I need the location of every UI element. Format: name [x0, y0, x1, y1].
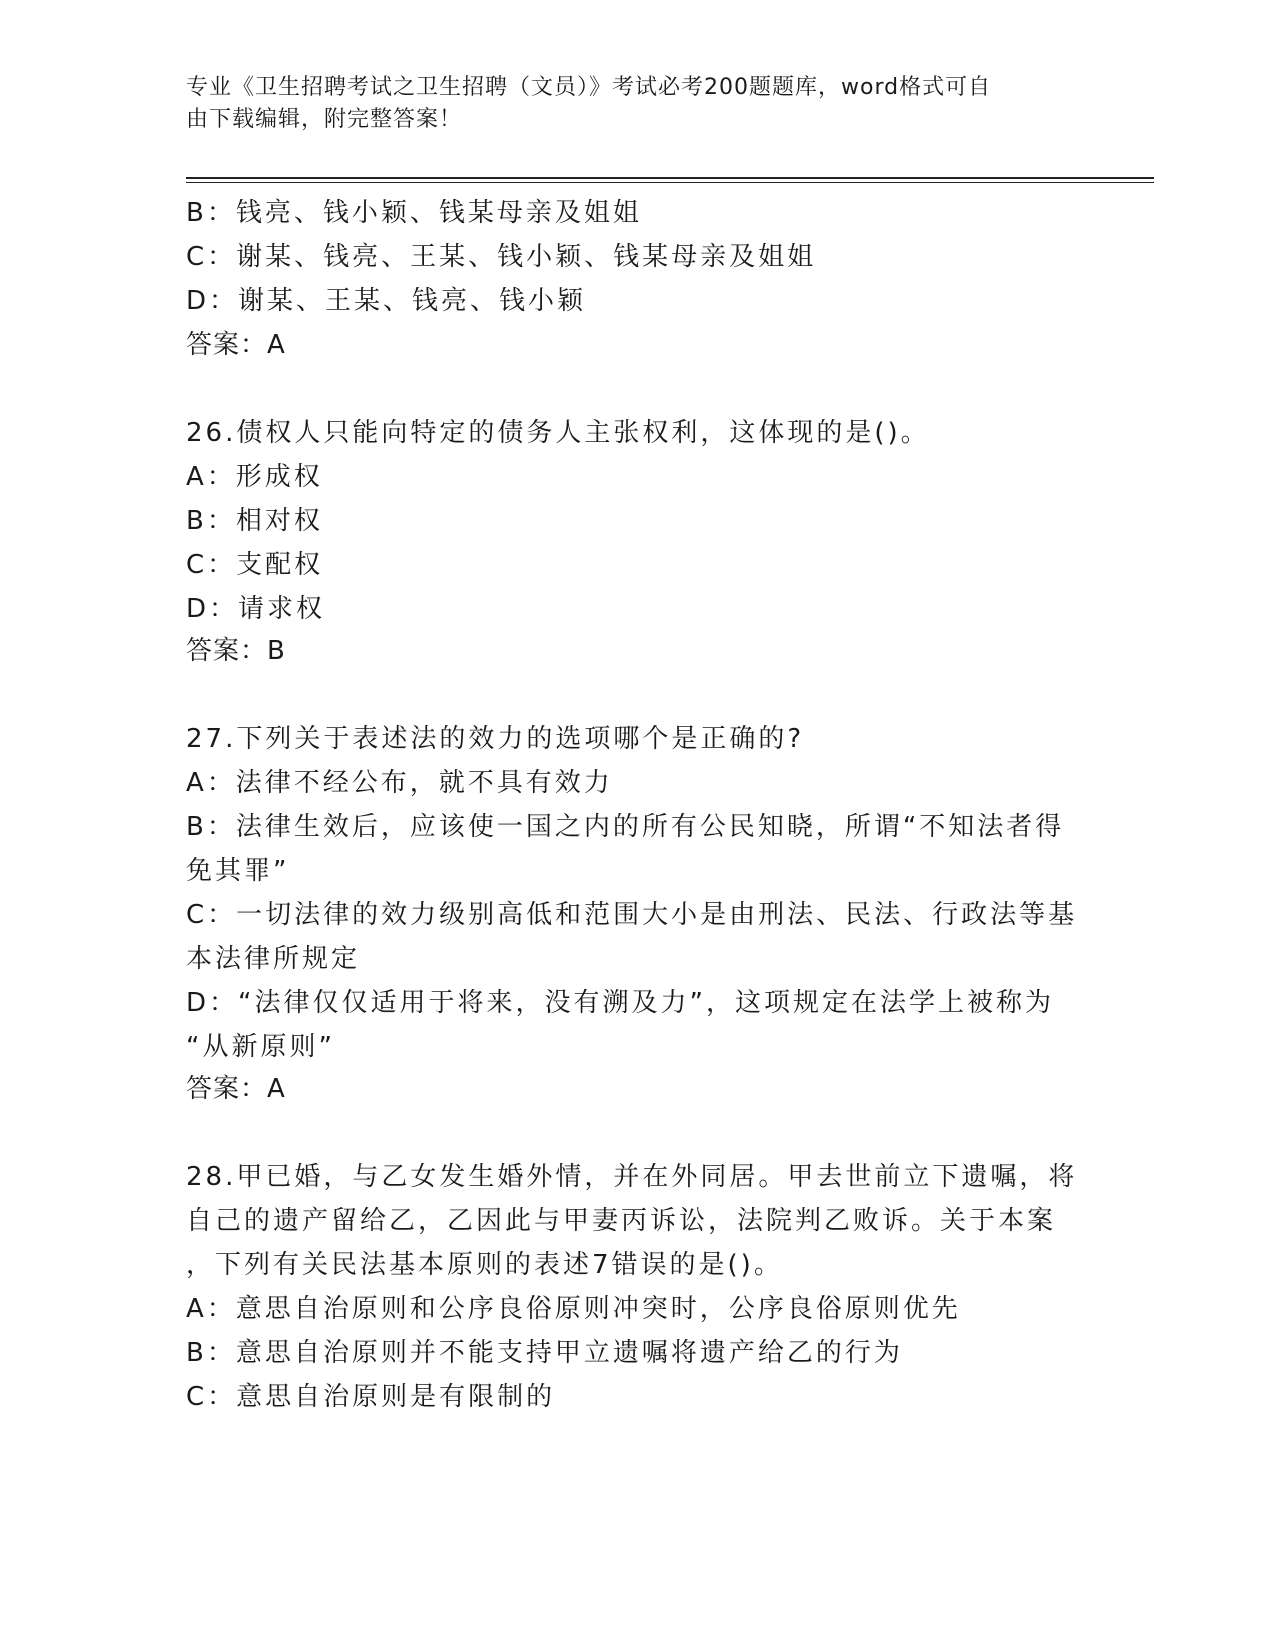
q25-option-b: B：钱亮、钱小颖、钱某母亲及姐姐 [186, 198, 642, 228]
q27-option-b-line2: 免其罪” [186, 856, 290, 886]
q27-answer: 答案：A [186, 1074, 286, 1104]
q27-question: 27.下列关于表述法的效力的选项哪个是正确的? [186, 724, 805, 754]
q28-question-line2: 自己的遗产留给乙，乙因此与甲妻丙诉讼，法院判乙败诉。关于本案 [186, 1206, 1057, 1236]
q27-option-b-line1: B：法律生效后，应该使一国之内的所有公民知晓，所谓“不知法者得 [186, 812, 1065, 842]
q28-option-a: A：意思自治原则和公序良俗原则冲突时，公序良俗原则优先 [186, 1294, 961, 1324]
header-line-1: 专业《卫生招聘考试之卫生招聘（文员）》考试必考200题题库，word格式可自 [186, 75, 992, 100]
q26-option-d: D：请求权 [186, 594, 326, 624]
q25-option-c: C：谢某、钱亮、王某、钱小颖、钱某母亲及姐姐 [186, 242, 817, 272]
header-rule-thick [186, 177, 1154, 179]
header-rule-thin [186, 182, 1154, 183]
q27-option-c-line1: C：一切法律的效力级别高低和范围大小是由刑法、民法、行政法等基 [186, 900, 1078, 930]
q27-option-d-line1: D：“法律仅仅适用于将来，没有溯及力”，这项规定在法学上被称为 [186, 988, 1054, 1018]
q26-answer: 答案：B [186, 636, 286, 666]
q28-question-line3: ，下列有关民法基本原则的表述7错误的是()。 [186, 1250, 783, 1280]
header-line-2: 由下载编辑，附完整答案！ [186, 107, 463, 132]
q26-question: 26.债权人只能向特定的债务人主张权利，这体现的是()。 [186, 418, 930, 448]
q28-option-c: C：意思自治原则是有限制的 [186, 1382, 556, 1412]
q26-option-a: A：形成权 [186, 462, 323, 492]
q26-option-b: B：相对权 [186, 506, 323, 536]
document-header [186, 72, 1086, 136]
q25-option-d: D：谢某、王某、钱亮、钱小颖 [186, 286, 587, 316]
q28-option-b: B：意思自治原则并不能支持甲立遗嘱将遗产给乙的行为 [186, 1338, 903, 1368]
q26-option-c: C：支配权 [186, 550, 324, 580]
q28-question-line1: 28.甲已婚，与乙女发生婚外情，并在外同居。甲去世前立下遗嘱，将 [186, 1162, 1078, 1192]
q27-option-c-line2: 本法律所规定 [186, 944, 361, 974]
q27-option-d-line2: “从新原则” [186, 1032, 335, 1062]
q25-answer: 答案：A [186, 330, 286, 360]
q27-option-a: A：法律不经公布，就不具有效力 [186, 768, 613, 798]
